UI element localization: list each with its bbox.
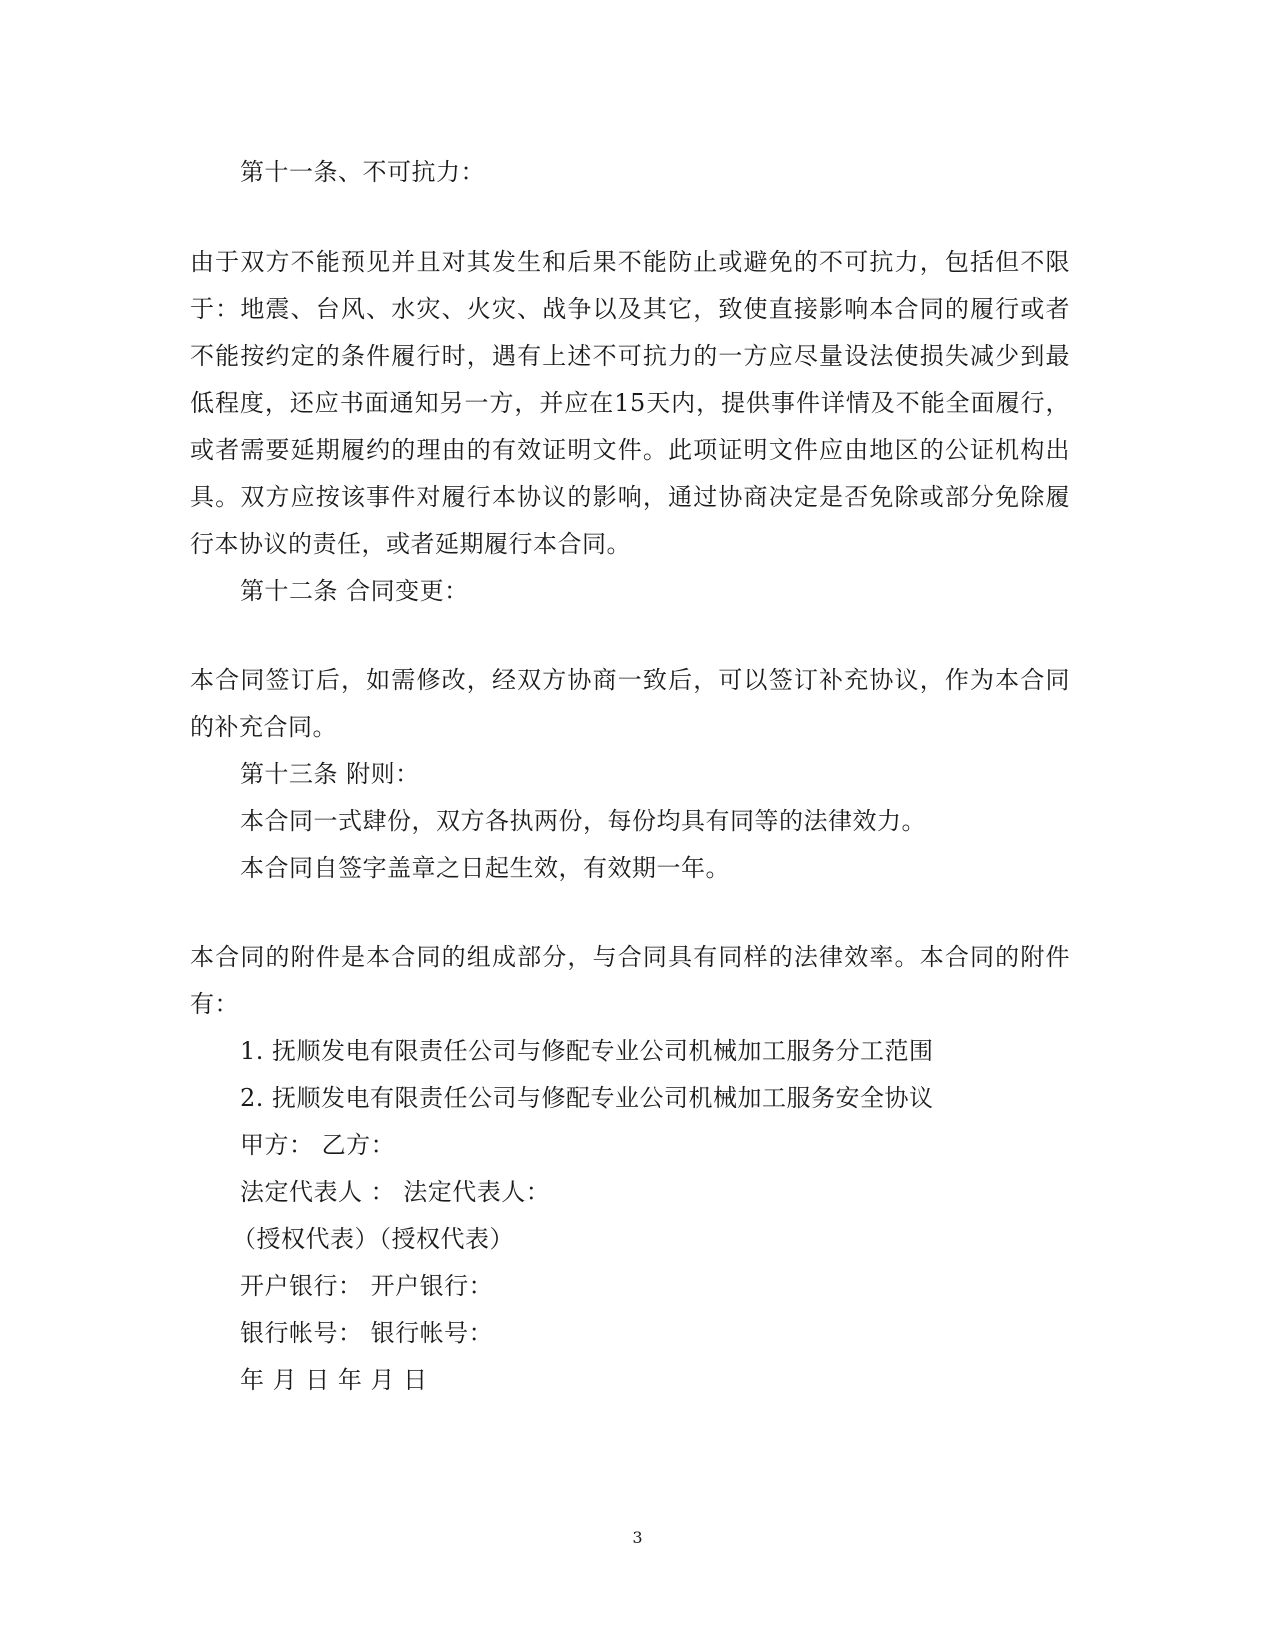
- signature-parties: 甲方： 乙方：: [240, 1131, 396, 1159]
- annex-line-2: 有：: [190, 990, 239, 1018]
- article-12-heading: 第十二条 合同变更：: [240, 577, 469, 605]
- article-11-line-5: 或者需要延期履约的理由的有效证明文件。此项证明文件应由地区的公证机构出: [190, 436, 1070, 464]
- article-11-line-4: 低程度，还应书面通知另一方，并应在15天内，提供事件详情及不能全面履行，: [190, 389, 1070, 417]
- annex-item-1: 1. 抚顺发电有限责任公司与修配专业公司机械加工服务分工范围: [240, 1037, 934, 1065]
- article-13-heading: 第十三条 附则：: [240, 760, 420, 788]
- article-13-line-1: 本合同一式肆份，双方各执两份，每份均具有同等的法律效力。: [240, 807, 926, 835]
- signature-date: 年 月 日 年 月 日: [240, 1366, 428, 1394]
- article-12-line-1: 本合同签订后，如需修改，经双方协商一致后，可以签订补充协议，作为本合同: [190, 666, 1070, 694]
- signature-bank: 开户银行： 开户银行：: [240, 1272, 494, 1300]
- article-11-heading: 第十一条、不可抗力：: [240, 158, 485, 186]
- article-11-line-1: 由于双方不能预见并且对其发生和后果不能防止或避免的不可抗力，包括但不限: [190, 248, 1070, 276]
- annex-item-2: 2. 抚顺发电有限责任公司与修配专业公司机械加工服务安全协议: [240, 1084, 934, 1112]
- article-11-line-6: 具。双方应按该事件对履行本协议的影响，通过协商决定是否免除或部分免除履: [190, 483, 1070, 511]
- article-12-line-2: 的补充合同。: [190, 713, 337, 741]
- article-11-line-2: 于：地震、台风、水灾、火灾、战争以及其它，致使直接影响本合同的履行或者: [190, 295, 1070, 323]
- annex-line-1: 本合同的附件是本合同的组成部分，与合同具有同样的法律效率。本合同的附件: [190, 943, 1070, 971]
- signature-authorized: （授权代表）（授权代表）: [232, 1225, 514, 1253]
- article-13-line-2: 本合同自签字盖章之日起生效，有效期一年。: [240, 854, 730, 882]
- article-11-line-3: 不能按约定的条件履行时，遇有上述不可抗力的一方应尽量设法使损失减少到最: [190, 342, 1070, 370]
- article-11-line-7: 行本协议的责任，或者延期履行本合同。: [190, 530, 631, 558]
- signature-legal-rep: 法定代表人 ： 法定代表人：: [240, 1178, 551, 1206]
- page-number: 3: [632, 1528, 643, 1547]
- signature-account: 银行帐号： 银行帐号：: [240, 1319, 494, 1347]
